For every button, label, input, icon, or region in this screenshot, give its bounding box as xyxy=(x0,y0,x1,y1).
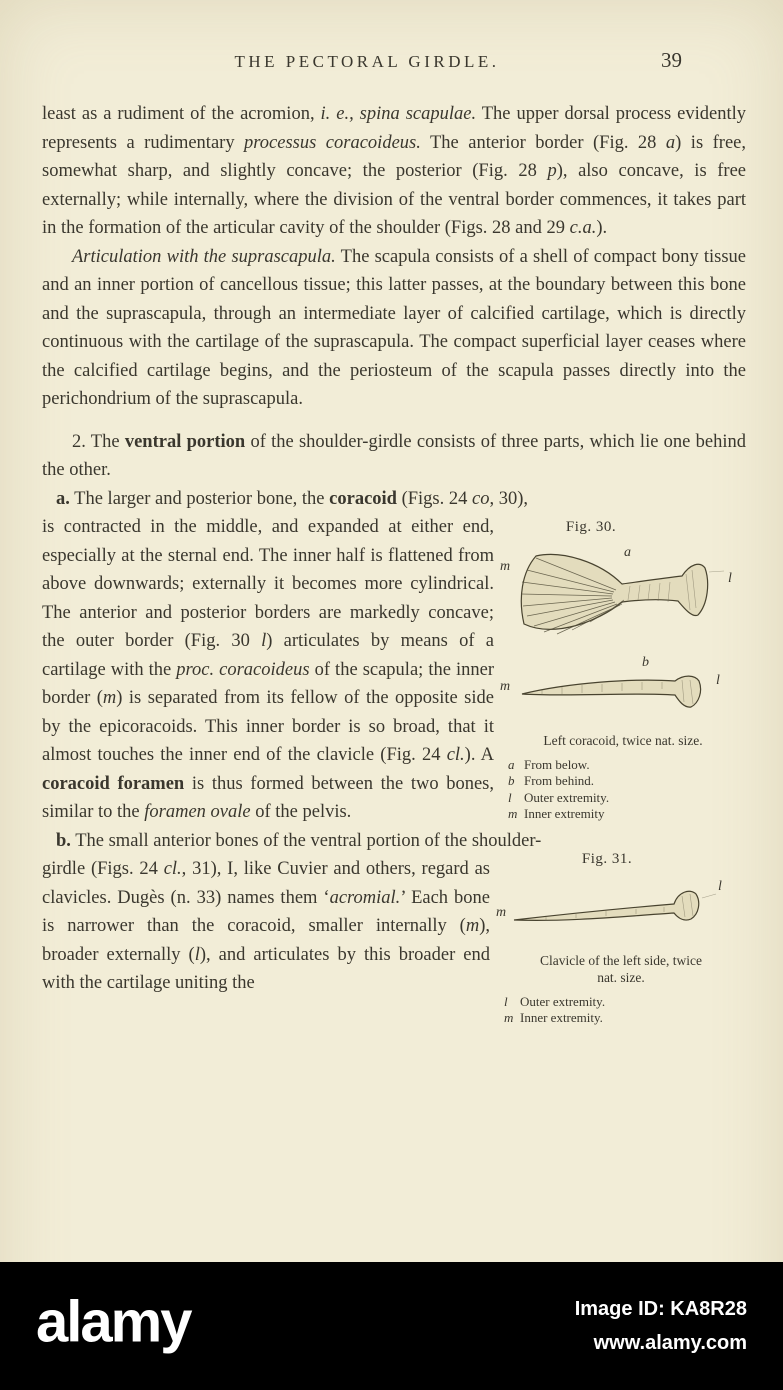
alamy-url-text: www.alamy.com xyxy=(593,1332,747,1354)
paragraph-ventral-portion: 2. The ventral portion of the shoulder-girdle consists of three parts, which lie one behind the other. xyxy=(42,431,746,480)
clavicle-illustration xyxy=(506,880,721,940)
legend-key: m xyxy=(508,806,518,821)
bone-label-m: m xyxy=(496,904,507,920)
footer-meta xyxy=(575,1292,747,1360)
figure-31-legend xyxy=(496,994,746,1027)
page-header xyxy=(42,48,746,78)
coracoid-behind-illustration xyxy=(512,666,722,716)
image-id-text: Image ID: KA8R28 xyxy=(574,1298,747,1320)
page-content xyxy=(42,0,746,1025)
legend-key: m xyxy=(504,1010,514,1025)
figure-31 xyxy=(496,851,746,1027)
legend-text: Inner extremity. xyxy=(520,1010,603,1025)
figure-30 xyxy=(500,519,746,823)
paragraph-articulation: Articulation with the suprascapula. The scapula consists of a shell of compact bony tissue and an inner portion of cancellous tissue; this latter passes, at the boundary between this bone and the suprascapula, through an intermediate layer of calcified cartilage, which is directly continuous with the cartilage of the suprascapula. The compact superficial layer ceases where the calcified cartilage begins, and the periosteum of the scapula passes directly into the perichondrium of the suprascapula. xyxy=(42,246,746,409)
legend-text: Outer extremity. xyxy=(520,993,606,1009)
legend-key: l xyxy=(508,789,512,805)
legend-key: l xyxy=(504,993,508,1009)
paragraph-clavicle-body: girdle (Figs. 24 cl., 31), I, like Cuvier and others, regard as clavicles. Dugès (n. 33) names them ‘acromial.’ Each bone is narrower than the coracoid, smaller internally (m), broader externally (l), and articulates by this broader end with the cartilage uniting the xyxy=(42,859,490,993)
legend-text: From below. xyxy=(524,756,590,772)
alamy-logo: alamy xyxy=(36,1289,191,1355)
coracoid-from-below-drawing xyxy=(500,544,746,652)
figure-30-caption: Left coracoid, twice nat. size. xyxy=(543,732,703,748)
paragraph-clavicle-intro: b. The small anterior bones of the ventral portion of the shoulder- xyxy=(56,830,542,851)
legend-row xyxy=(508,757,746,774)
bone-label-l: l xyxy=(718,878,722,894)
paragraph-acromion: least as a rudiment of the acromion, i. e., spina scapulae. The upper dorsal process evidently represents a rudimentary processus coracoideus. The anterior border (Fig. 28 a) is free, somewhat sharp, and slightly concave; the posterior (Fig. 28 p), also concave, is free externally; while internally, where the division of the ventral border commences, it takes part in the formation of the articular cavity of the shoulder (Figs. 28 and 29 c.a.). xyxy=(42,104,746,238)
legend-row xyxy=(504,1010,746,1027)
bone-label-b: b xyxy=(642,654,649,670)
legend-text: Outer extremity. xyxy=(524,789,610,805)
section-coracoid xyxy=(42,485,746,827)
legend-row xyxy=(508,806,746,823)
bone-label-l: l xyxy=(728,570,732,586)
section-clavicle xyxy=(42,827,746,1025)
figure-30-legend xyxy=(500,757,746,823)
legend-text: Inner extremity xyxy=(524,806,605,821)
paragraph-coracoid-body: is contracted in the middle, and expanded at either end, especially at the sternal end. The inner half is flattened from above downwards; externally it becomes more cylindrical. The anterior and posterior borders are markedly concave; the outer border (Fig. 30 l) articulates by means of a cartilage with the proc. coracoideus of the scapula; the inner border (m) is separated from its fellow of the opposite side by the epicoracoids. This inner border is so broad, that it almost touches the inner end of the clavicle (Fig. 24 cl.). A coracoid foramen is thus formed between the two bones, similar to the foramen ovale of the pelvis. xyxy=(42,517,494,822)
figure-31-title: Fig. 31. xyxy=(581,850,633,867)
legend-row xyxy=(508,773,746,790)
bone-label-a: a xyxy=(624,544,631,560)
bone-label-l: l xyxy=(716,672,720,688)
figure-30-title: Fig. 30. xyxy=(565,518,617,535)
clavicle-drawing xyxy=(496,880,746,944)
bone-label-m: m xyxy=(500,678,511,694)
running-title: THE PECTORAL GIRDLE. xyxy=(234,52,500,71)
page-number: 39 xyxy=(661,48,682,72)
bone-label-m: m xyxy=(500,558,511,574)
coracoid-from-behind-drawing xyxy=(500,654,746,724)
legend-row xyxy=(504,994,746,1011)
legend-key: b xyxy=(508,773,515,788)
legend-text: From behind. xyxy=(524,773,595,788)
alamy-watermark-bar xyxy=(0,1262,783,1390)
legend-key: a xyxy=(508,756,515,772)
figure-31-caption: Clavicle of the left side, twice nat. size. xyxy=(540,952,702,985)
paragraph-coracoid-intro: a. The larger and posterior bone, the coracoid (Figs. 24 co, 30), xyxy=(56,488,529,509)
legend-row xyxy=(508,790,746,807)
